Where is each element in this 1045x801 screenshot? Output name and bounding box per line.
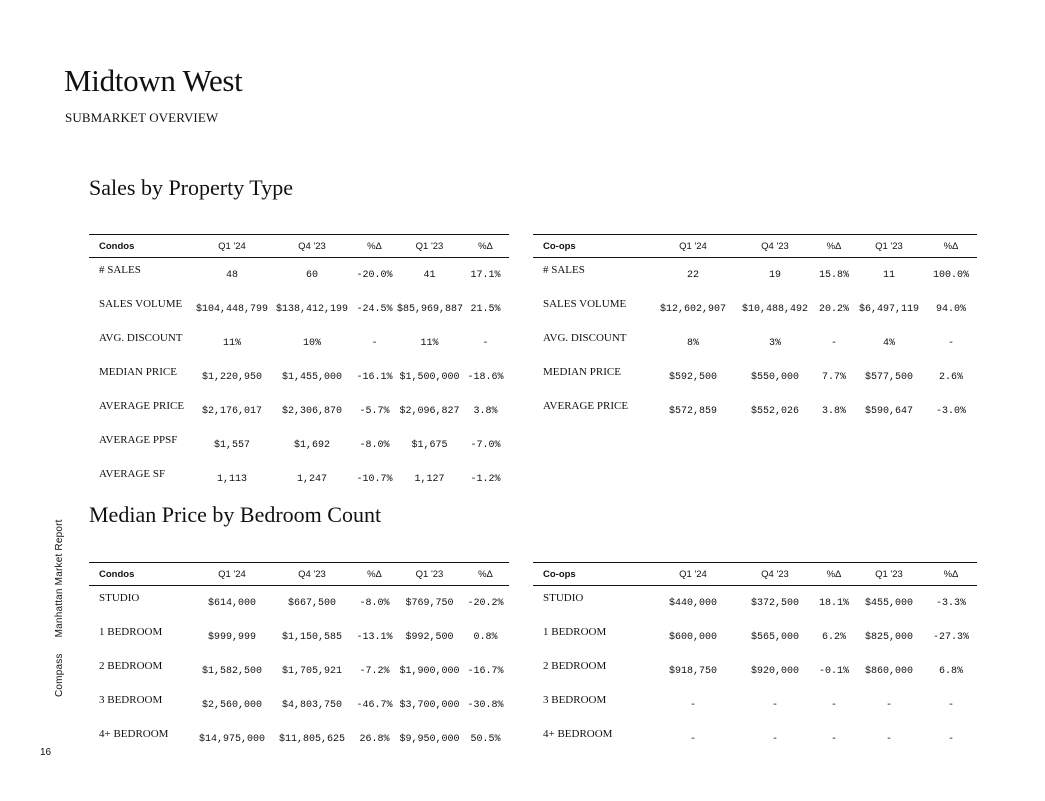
table-cell: $372,500 <box>750 598 799 609</box>
table-cell: 60 <box>305 270 318 281</box>
table-cell: $1,455,000 <box>281 372 342 383</box>
table-cell: -7.2% <box>359 666 390 677</box>
table-cell: 94.0% <box>935 304 966 315</box>
brand-name: Compass <box>54 653 65 697</box>
table-cell: - <box>947 338 954 349</box>
column-header: Q4 '23 <box>272 563 352 586</box>
table-cell: 17.1% <box>470 270 501 281</box>
table-cell: $10,488,492 <box>741 304 808 315</box>
column-header: Q4 '23 <box>272 235 352 258</box>
table-row <box>89 620 509 654</box>
table-cell: $2,560,000 <box>201 700 262 711</box>
table-cell: 48 <box>225 270 238 281</box>
table-cell: - <box>771 700 778 711</box>
table-cell: 6.2% <box>821 632 846 643</box>
table-cell: -3.3% <box>935 598 966 609</box>
row-label: 4+ BEDROOM <box>543 728 613 740</box>
column-header-type: Co-ops <box>533 235 651 258</box>
table-cell: $552,026 <box>750 406 799 417</box>
row-label: 4+ BEDROOM <box>99 728 169 740</box>
page-title: Midtown West <box>64 63 243 98</box>
table-cell: -8.0% <box>359 598 390 609</box>
table-cell: $6,497,119 <box>858 304 919 315</box>
table-cell: $2,306,870 <box>281 406 342 417</box>
table-cell: -5.7% <box>359 406 390 417</box>
table-cell: $440,000 <box>668 598 717 609</box>
table-cell: 41 <box>423 270 436 281</box>
table-cell: $2,096,827 <box>399 406 460 417</box>
table-cell: $999,999 <box>207 632 256 643</box>
table-cell: 26.8% <box>359 734 390 745</box>
table-cell: $550,000 <box>750 372 799 383</box>
coops-bedroom-table <box>533 562 977 756</box>
table-row <box>533 620 977 654</box>
table-cell: 11 <box>882 270 895 281</box>
row-label: AVERAGE PRICE <box>543 400 629 412</box>
table-cell: - <box>830 338 837 349</box>
table-row <box>89 586 509 621</box>
column-header: %Δ <box>815 563 853 586</box>
table-cell: $3,700,000 <box>399 700 460 711</box>
table-row <box>89 360 509 394</box>
table-cell: $11,805,625 <box>278 734 345 745</box>
table-cell: 1,113 <box>216 474 247 485</box>
column-header: %Δ <box>925 235 977 258</box>
column-header: %Δ <box>815 235 853 258</box>
column-header: %Δ <box>462 235 509 258</box>
table-cell: - <box>947 700 954 711</box>
condos-bedroom-table <box>89 562 509 756</box>
table-cell: $85,969,887 <box>397 304 464 315</box>
table-cell: - <box>482 338 489 349</box>
table-cell: -10.7% <box>356 474 393 485</box>
table-cell: -1.2% <box>470 474 501 485</box>
table-cell: -27.3% <box>932 632 969 643</box>
column-header: Q4 '23 <box>735 563 815 586</box>
table-cell: - <box>689 734 696 745</box>
row-label: AVERAGE SF <box>99 468 166 480</box>
table-row <box>533 326 977 360</box>
table-cell: 8% <box>686 338 699 349</box>
table-cell: $1,150,585 <box>281 632 342 643</box>
table-row <box>89 292 509 326</box>
row-label: 3 BEDROOM <box>543 694 607 706</box>
column-header: Q1 '24 <box>651 563 735 586</box>
row-label: SALES VOLUME <box>99 298 183 310</box>
table-cell: - <box>885 700 892 711</box>
table-cell: 1,127 <box>414 474 445 485</box>
table-row <box>89 394 509 428</box>
table-row <box>89 462 509 496</box>
table-cell: 22 <box>686 270 699 281</box>
table-cell: 1,247 <box>296 474 327 485</box>
table-row <box>89 688 509 722</box>
table-cell: - <box>771 734 778 745</box>
table-cell: - <box>689 700 696 711</box>
table-cell: $918,750 <box>668 666 717 677</box>
table-cell: 10% <box>302 338 321 349</box>
table-cell: $1,692 <box>293 440 330 451</box>
table-cell: $1,220,950 <box>201 372 262 383</box>
table-cell: - <box>371 338 378 349</box>
table-row <box>89 428 509 462</box>
table-cell: $565,000 <box>750 632 799 643</box>
condos-sales-table <box>89 234 509 496</box>
column-header: Q1 '23 <box>853 235 925 258</box>
table-row <box>89 258 509 293</box>
row-label: # SALES <box>99 264 141 276</box>
table-row <box>533 360 977 394</box>
table-cell: - <box>830 700 837 711</box>
table-header-row <box>89 563 509 586</box>
table-cell: 21.5% <box>470 304 501 315</box>
row-label: 2 BEDROOM <box>543 660 607 672</box>
table-cell: $572,859 <box>668 406 717 417</box>
table-cell: 3.8% <box>473 406 498 417</box>
column-header-type: Condos <box>89 563 192 586</box>
page-number: 16 <box>40 747 52 758</box>
table-cell: $614,000 <box>207 598 256 609</box>
table-cell: $577,500 <box>864 372 913 383</box>
row-label: 2 BEDROOM <box>99 660 163 672</box>
table-cell: - <box>947 734 954 745</box>
column-header: %Δ <box>925 563 977 586</box>
table-cell: -30.8% <box>467 700 504 711</box>
page-subtitle: SUBMARKET OVERVIEW <box>65 110 219 125</box>
column-header: %Δ <box>352 235 397 258</box>
column-header: Q1 '23 <box>397 563 462 586</box>
table-cell: $992,500 <box>405 632 454 643</box>
row-label: # SALES <box>543 264 585 276</box>
table-cell: $769,750 <box>405 598 454 609</box>
row-label: AVERAGE PPSF <box>99 434 178 446</box>
table-cell: 100.0% <box>932 270 969 281</box>
table-cell: - <box>885 734 892 745</box>
table-cell: -7.0% <box>470 440 501 451</box>
table-header-row <box>533 235 977 258</box>
table-cell: -8.0% <box>359 440 390 451</box>
table-row <box>89 326 509 360</box>
table-cell: -24.5% <box>356 304 393 315</box>
table-cell: $104,448,799 <box>195 304 268 315</box>
side-label <box>54 519 65 697</box>
table-header-row <box>533 563 977 586</box>
table-cell: $600,000 <box>668 632 717 643</box>
table-row <box>533 258 977 293</box>
table-cell: $667,500 <box>287 598 336 609</box>
table-cell: $1,900,000 <box>399 666 460 677</box>
row-label: MEDIAN PRICE <box>543 366 621 378</box>
table-row <box>89 722 509 756</box>
table-cell: $592,500 <box>668 372 717 383</box>
table-cell: 11% <box>222 338 241 349</box>
table-cell: $1,675 <box>411 440 448 451</box>
row-label: 3 BEDROOM <box>99 694 163 706</box>
report-name: Manhattan Market Report <box>54 519 65 638</box>
table-cell: $138,412,199 <box>275 304 348 315</box>
table-row <box>533 586 977 621</box>
table-cell: 2.6% <box>938 372 963 383</box>
column-header: Q1 '24 <box>192 563 272 586</box>
table-cell: $455,000 <box>864 598 913 609</box>
table-cell: 20.2% <box>818 304 849 315</box>
table-cell: -18.6% <box>467 372 504 383</box>
table-cell: $825,000 <box>864 632 913 643</box>
coops-sales-table <box>533 234 977 428</box>
column-header: Q4 '23 <box>735 235 815 258</box>
column-header-type: Condos <box>89 235 192 258</box>
table-cell: -3.0% <box>935 406 966 417</box>
table-cell: 11% <box>420 338 439 349</box>
table-cell: -20.0% <box>356 270 393 281</box>
table-row <box>533 654 977 688</box>
table-cell: $920,000 <box>750 666 799 677</box>
column-header-type: Co-ops <box>533 563 651 586</box>
row-label: SALES VOLUME <box>543 298 627 310</box>
table-cell: $590,647 <box>864 406 913 417</box>
row-label: AVG. DISCOUNT <box>99 332 183 344</box>
table-row <box>533 394 977 428</box>
section-title-median-price-by-bedroom: Median Price by Bedroom Count <box>89 502 382 527</box>
table-cell: 7.7% <box>821 372 846 383</box>
column-header: Q1 '23 <box>397 235 462 258</box>
table-cell: 3.8% <box>821 406 846 417</box>
section-title-sales-by-property-type: Sales by Property Type <box>89 175 293 200</box>
table-cell: $14,975,000 <box>198 734 265 745</box>
table-cell: $1,557 <box>213 440 250 451</box>
table-cell: 0.8% <box>473 632 498 643</box>
row-label: 1 BEDROOM <box>543 626 607 638</box>
table-cell: $1,500,000 <box>399 372 460 383</box>
table-cell: 50.5% <box>470 734 501 745</box>
table-cell: $2,176,017 <box>201 406 262 417</box>
table-cell: $1,705,921 <box>281 666 342 677</box>
row-label: AVG. DISCOUNT <box>543 332 627 344</box>
table-cell: $1,582,500 <box>201 666 262 677</box>
table-cell: 4% <box>882 338 895 349</box>
table-cell: -46.7% <box>356 700 393 711</box>
table-cell: 18.1% <box>818 598 849 609</box>
table-cell: 15.8% <box>818 270 849 281</box>
table-cell: -16.1% <box>356 372 393 383</box>
table-cell: -16.7% <box>467 666 504 677</box>
table-row <box>533 722 977 756</box>
column-header: %Δ <box>352 563 397 586</box>
table-cell: - <box>830 734 837 745</box>
table-cell: 6.8% <box>938 666 963 677</box>
row-label: STUDIO <box>543 592 584 604</box>
table-cell: $4,803,750 <box>281 700 342 711</box>
row-label: MEDIAN PRICE <box>99 366 177 378</box>
table-cell: $860,000 <box>864 666 913 677</box>
table-cell: -20.2% <box>467 598 504 609</box>
row-label: 1 BEDROOM <box>99 626 163 638</box>
table-cell: $12,602,907 <box>659 304 726 315</box>
table-cell: 3% <box>768 338 781 349</box>
table-cell: -0.1% <box>818 666 849 677</box>
table-row <box>533 292 977 326</box>
table-header-row <box>89 235 509 258</box>
column-header: Q1 '24 <box>651 235 735 258</box>
row-label: STUDIO <box>99 592 140 604</box>
column-header: Q1 '24 <box>192 235 272 258</box>
column-header: %Δ <box>462 563 509 586</box>
table-cell: $9,950,000 <box>399 734 460 745</box>
table-row <box>89 654 509 688</box>
table-cell: -13.1% <box>356 632 393 643</box>
row-label: AVERAGE PRICE <box>99 400 185 412</box>
table-row <box>533 688 977 722</box>
table-cell: 19 <box>768 270 781 281</box>
column-header: Q1 '23 <box>853 563 925 586</box>
